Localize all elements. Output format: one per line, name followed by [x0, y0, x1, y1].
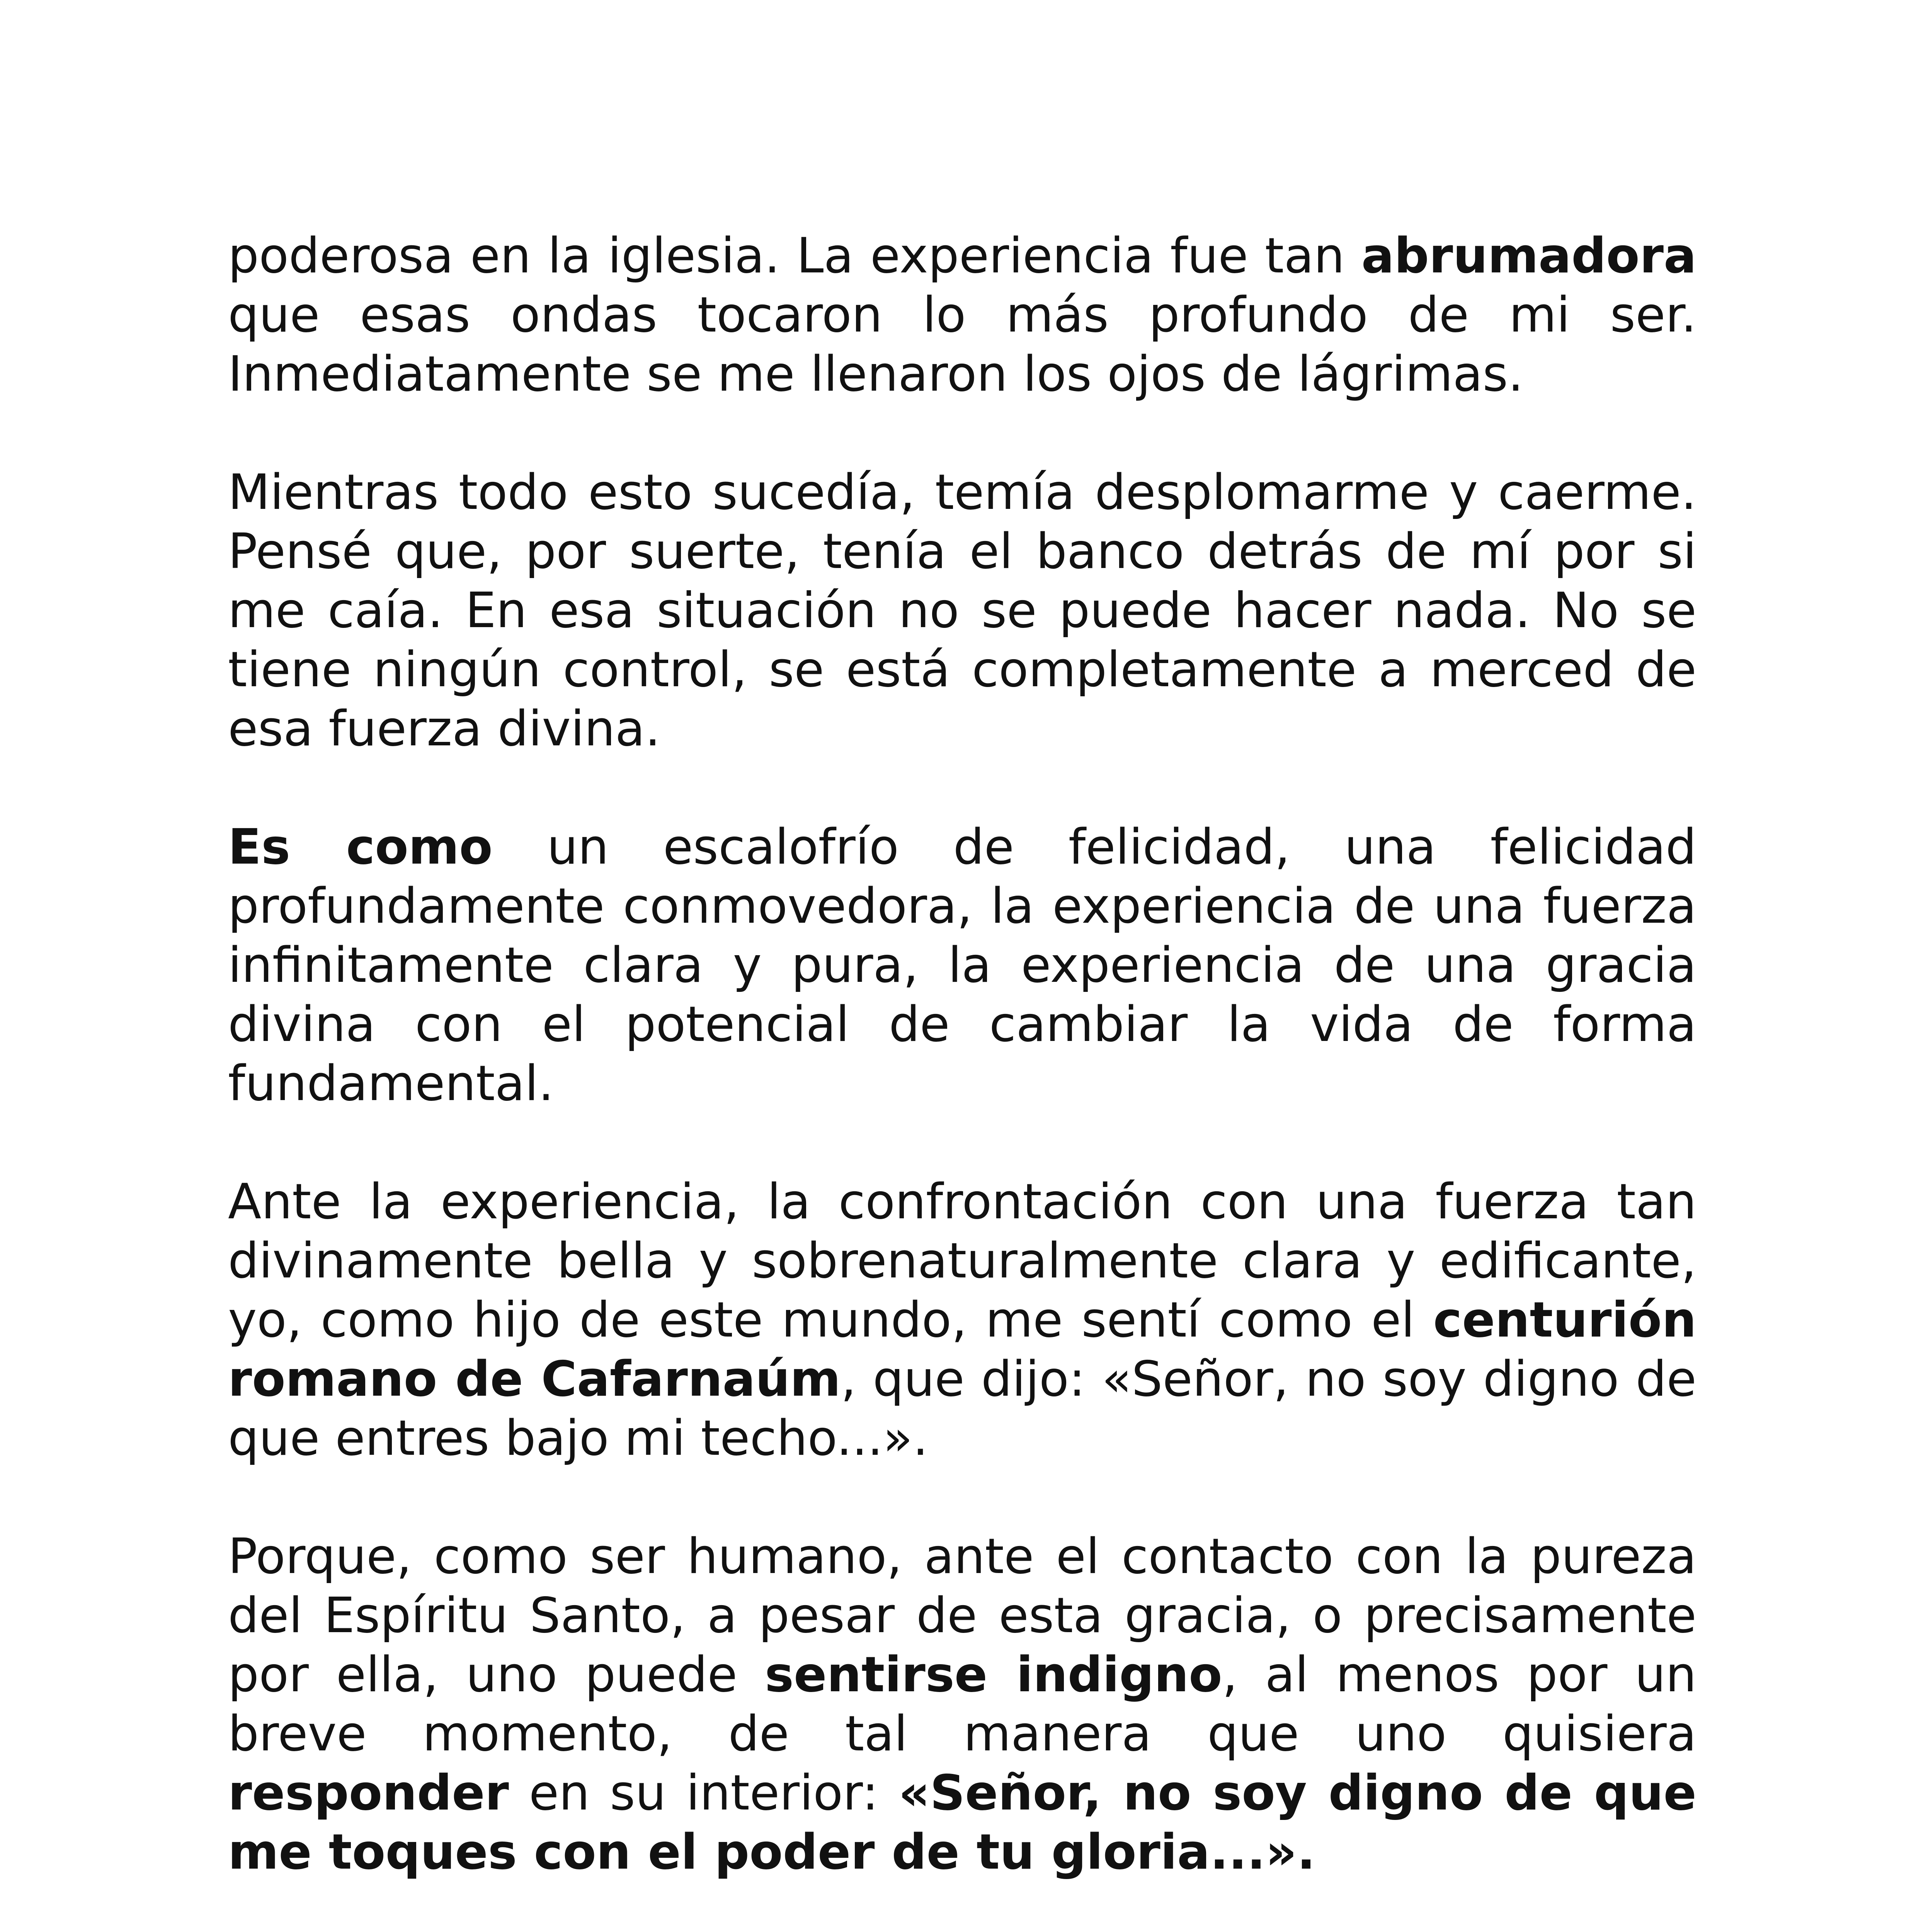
- bold-text-run: sentirse indigno: [765, 1646, 1222, 1703]
- bold-text-run: «Señor, no soy digno de que me toques con el poder de tu gloria...».: [228, 1764, 1697, 1880]
- text-run: Ante la experiencia, la confrontación con una fuerza tan divinamente bella y sobrenaturalmente clara y edificante, yo, como hijo de este mundo, me sentí como el: [228, 1173, 1696, 1348]
- bold-text-run: centurión romano de Cafarnaúm: [228, 1291, 1696, 1407]
- bold-text-run: Es como: [228, 818, 493, 875]
- text-run: en su interior:: [509, 1764, 899, 1821]
- paragraph: [228, 817, 1696, 1113]
- bold-text-run: responder: [228, 1764, 509, 1821]
- text-run: , al menos por un breve momento, de tal manera que uno quisiera: [228, 1646, 1697, 1762]
- paragraph: [228, 1527, 1696, 1881]
- paragraph: [228, 1172, 1696, 1468]
- text-run: poderosa en la iglesia. La experiencia fue tan: [228, 227, 1361, 284]
- paragraph: [228, 463, 1696, 758]
- text-run: que esas ondas tocaron lo más profundo de mi ser. Inmediatamente se me llenaron los ojos de lágrimas.: [228, 286, 1696, 402]
- paragraph: [228, 226, 1696, 403]
- text-run: Porque, como ser humano, ante el contacto con la pureza del Espíritu Santo, a pesar de esta gracia, o precisamente por ella, uno puede: [228, 1528, 1696, 1703]
- text-run: , que dijo: «Señor, no soy digno de que entres bajo mi techo...».: [228, 1350, 1696, 1466]
- bold-text-run: abrumadora: [1361, 227, 1696, 284]
- body-text: [228, 226, 1696, 1932]
- text-run: un escalofrío de felicidad, una felicidad profundamente conmovedora, la experiencia de una fuerza infinitamente clara y pura, la experiencia de una gracia divina con el potencial de cambiar la vida de forma fundamental.: [228, 818, 1697, 1112]
- text-run: Mientras todo esto sucedía, temía desplomarme y caerme. Pensé que, por suerte, tenía el banco detrás de mí por si me caía. En esa situación no se puede hacer nada. No se tiene ningún control, se está completamente a merced de esa fuerza divina.: [228, 464, 1696, 757]
